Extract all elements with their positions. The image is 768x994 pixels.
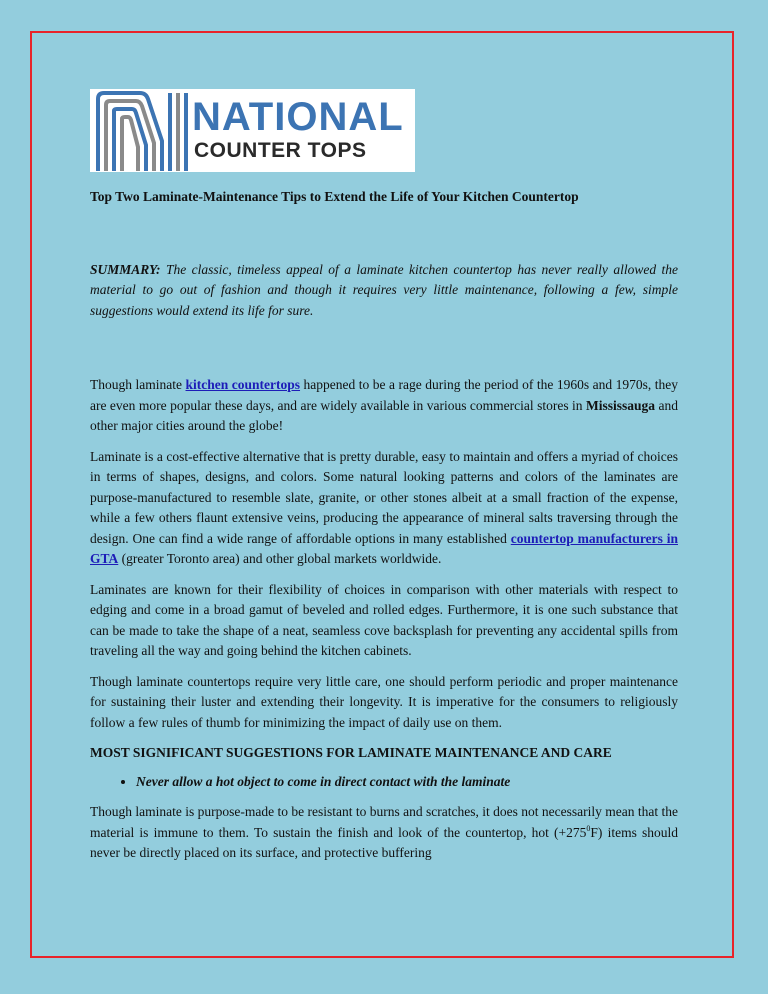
paragraph-5-text-a: Though laminate is purpose-made to be resistant to burns and scratches, it does not necessarily mean that the material is immune to them. To sustain the finish and look of the countertop, hot (+275 bbox=[90, 804, 678, 840]
suggestion-list bbox=[90, 772, 678, 793]
paragraph-4: Though laminate countertops require very little care, one should perform periodic and proper maintenance for sustaining their luster and extending their longevity. It is imperative for the consumers to religiously follow a few rules of thumb for minimizing the impact of daily use on them. bbox=[90, 673, 678, 730]
paragraph-1 bbox=[90, 375, 678, 437]
kitchen-countertops-link[interactable]: kitchen countertops bbox=[185, 377, 301, 392]
paragraph-3: Laminates are known for their flexibility of choices in comparison with other materials with respect to edging and come in a broad gamut of beveled and rolled edges. Furthermore, it is one such substance that can be made to take the shape of a neat, seamless cove backsplash for preventing any accidental spills from traveling all the way and going behind the kitchen cabinets. bbox=[90, 581, 678, 658]
paragraph-2-text-b: (greater Toronto area) and other global markets worldwide. bbox=[118, 551, 442, 566]
mississauga-bold: Mississauga bbox=[586, 397, 656, 413]
paragraph-1-text-b: happened to be a rage during the period of the 1960s and 1970s, they are even more popular these days, and are widely available in various commercial stores in bbox=[90, 377, 678, 413]
paragraph-1-text-a: Though laminate bbox=[90, 377, 186, 392]
summary-paragraph bbox=[90, 260, 678, 322]
summary-label: SUMMARY: bbox=[90, 261, 161, 277]
national-counter-tops-logo bbox=[90, 89, 415, 172]
degree-superscript: 0 bbox=[586, 823, 591, 833]
logo-text-national: NATIONAL bbox=[192, 95, 404, 139]
paragraph-2-text-a: Laminate is a cost-effective alternative that is pretty durable, easy to maintain and offers a myriad of choices in terms of shapes, designs, and colors. Some natural looking patterns and colors of the laminates are purpose-manufactured to resemble slate, granite, or other stones albeit at a small fraction of the expense, while a few others flaunt extensive veins, producing the appearance of mineral salts traversing through the design. One can find a wide range of affordable options in many established bbox=[90, 448, 678, 546]
logo-text-counter-tops: COUNTER TOPS bbox=[194, 139, 367, 162]
document-title: Top Two Laminate-Maintenance Tips to Extend the Life of Your Kitchen Countertop bbox=[90, 189, 579, 204]
list-item: • Never allow a hot object to come in direct contact with the laminate bbox=[136, 772, 678, 793]
section-heading: MOST SIGNIFICANT SUGGESTIONS FOR LAMINATE MAINTENANCE AND CARE bbox=[90, 745, 612, 760]
paragraph-5 bbox=[90, 802, 678, 864]
paragraph-1-text-c: and other major cities around the globe! bbox=[90, 397, 678, 433]
countertop-manufacturers-link[interactable]: countertop manufacturers in GTA bbox=[90, 530, 678, 566]
logo-mark-icon bbox=[90, 89, 190, 172]
document-body bbox=[90, 187, 678, 864]
paragraph-2 bbox=[90, 447, 678, 570]
summary-text: The classic, timeless appeal of a laminate kitchen countertop has never really allowed the material to go out of fashion and though it requires very little maintenance, following a few, simple suggestions would extend its life for sure. bbox=[90, 261, 678, 318]
paragraph-5-text-b: F) items should never be directly placed on its surface, and protective buffering bbox=[90, 824, 679, 860]
